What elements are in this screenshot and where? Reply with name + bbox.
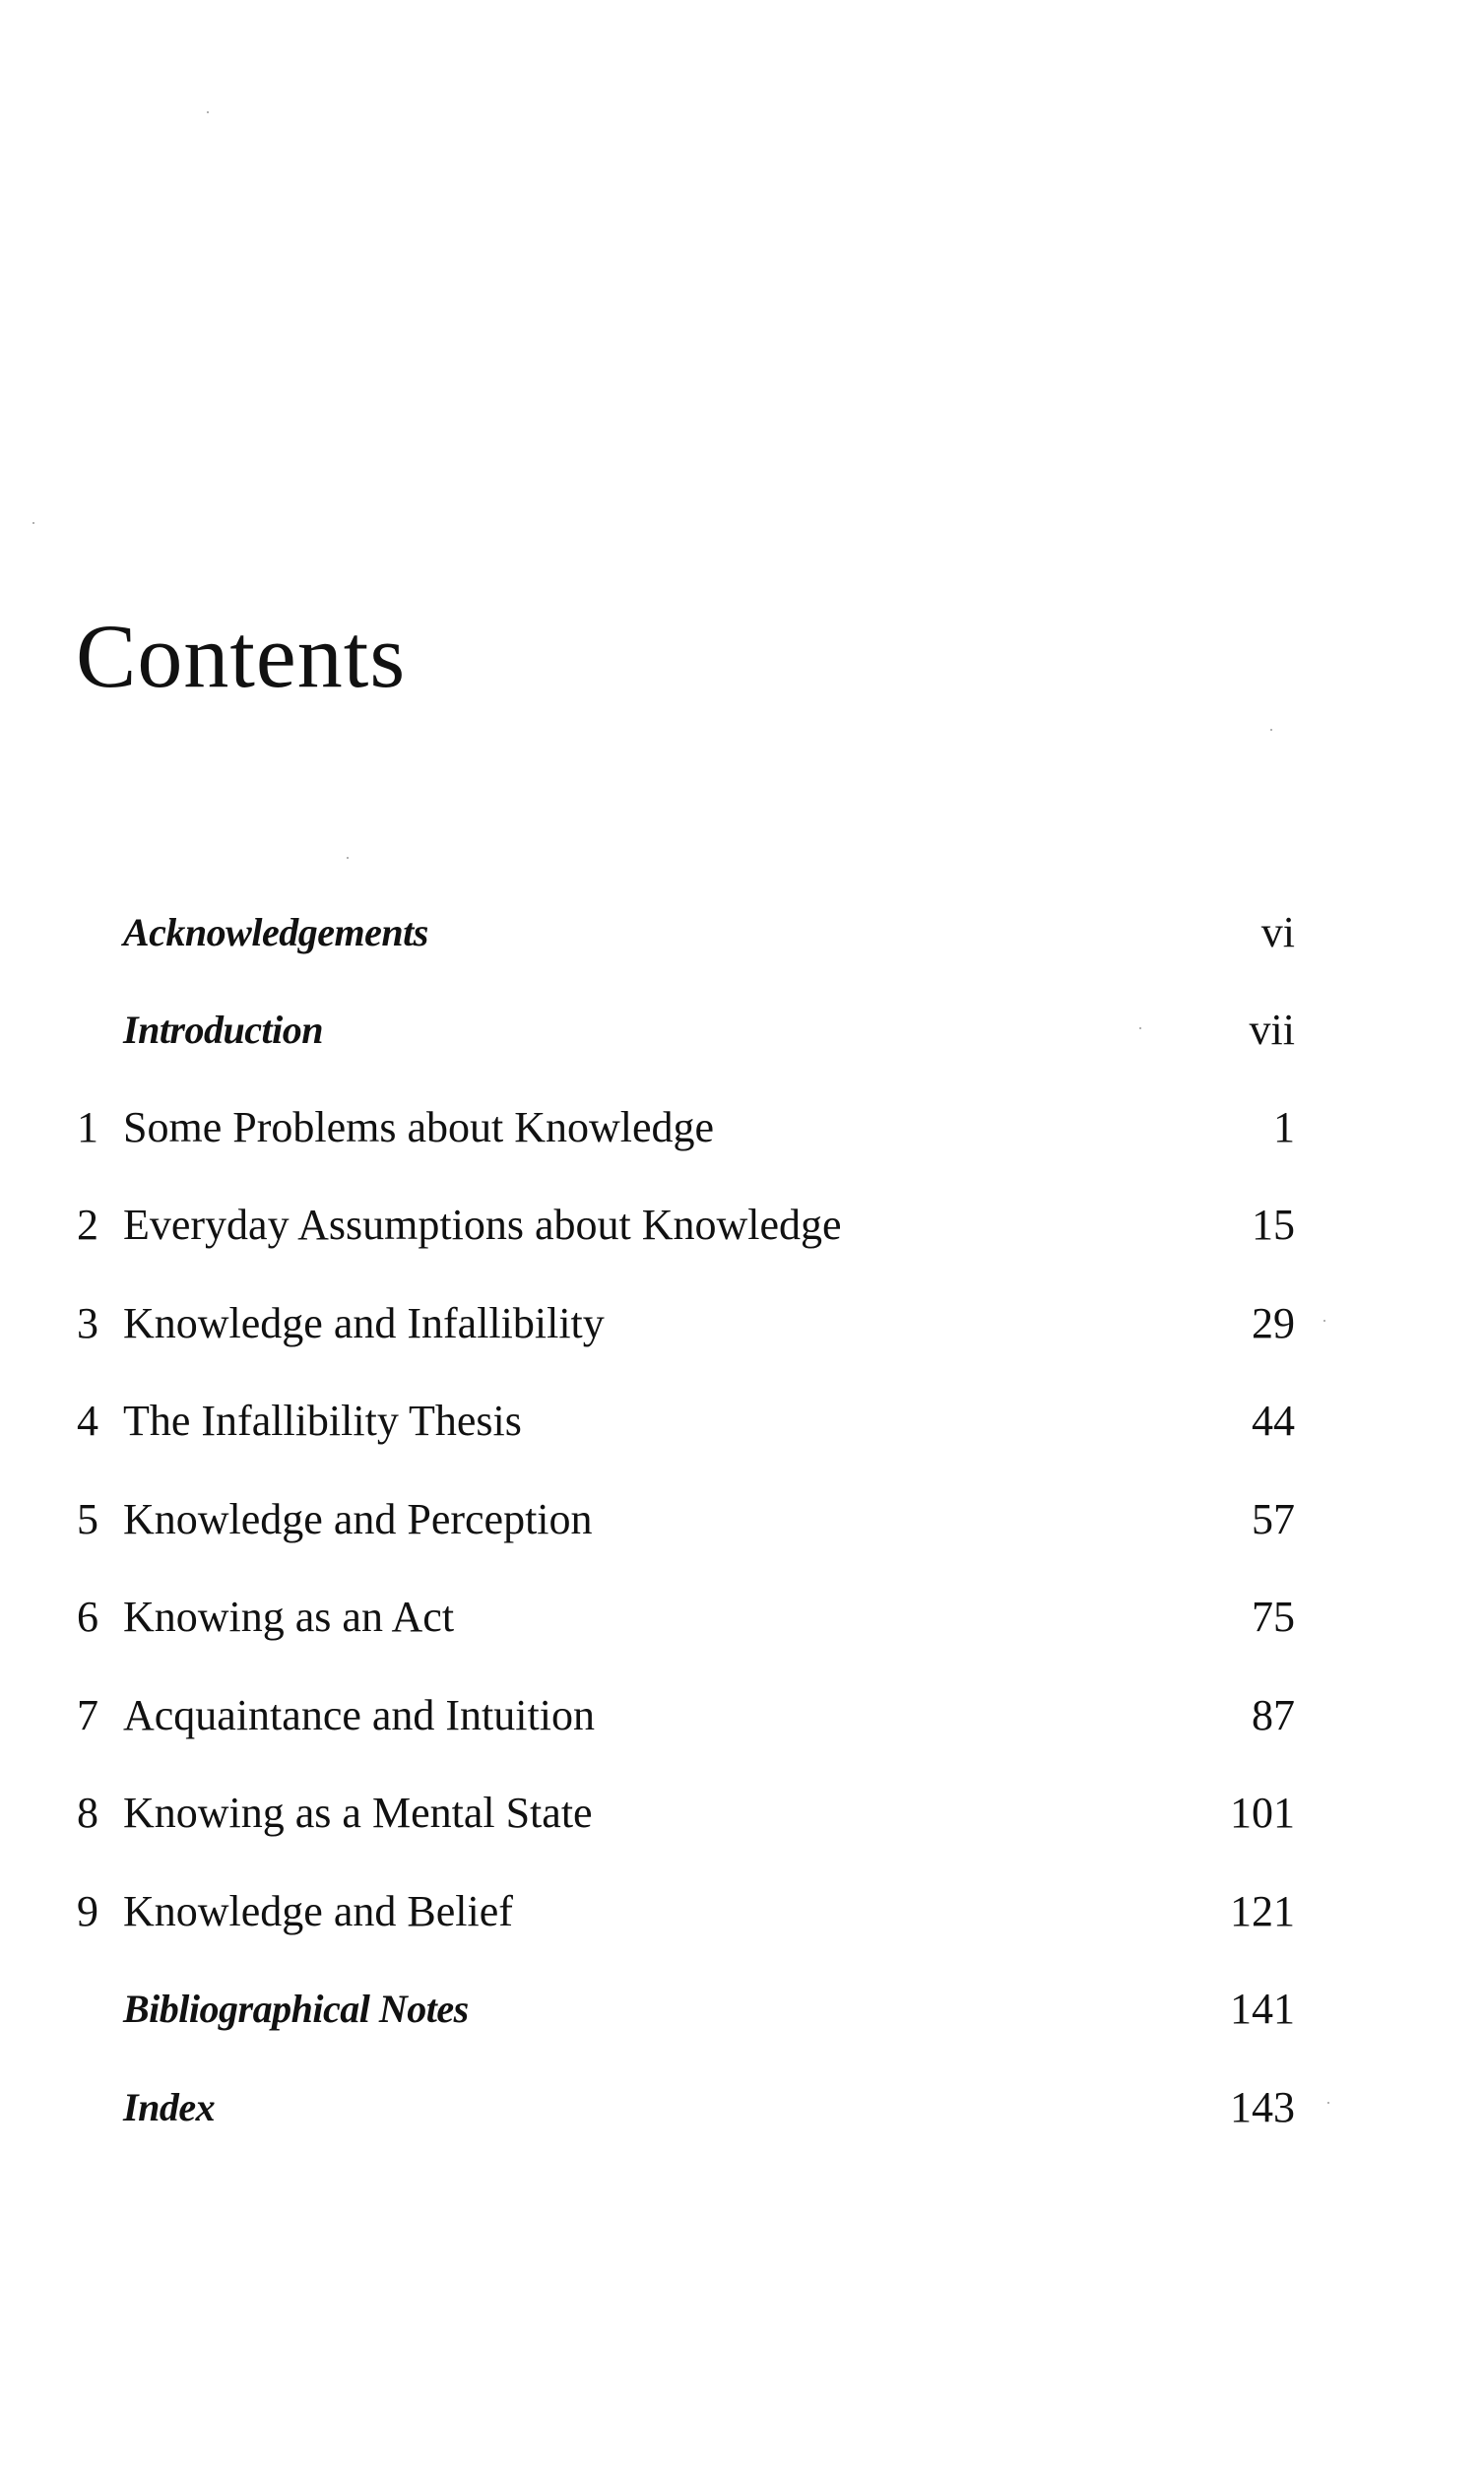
- toc-entry-page: vii: [1249, 1006, 1295, 1054]
- toc-entry-chapter-6[interactable]: [0, 1588, 1484, 1647]
- toc-entry-number: 3: [77, 1299, 98, 1347]
- toc-entry-title: Acquaintance and Intuition: [123, 1691, 595, 1739]
- toc-entry-number: 9: [77, 1887, 98, 1935]
- toc-entry-number: 6: [77, 1593, 98, 1641]
- toc-entry-title: Acknowledgements: [123, 910, 428, 954]
- toc-entry-page: 143: [1230, 2083, 1295, 2131]
- toc-entry-page: 121: [1230, 1887, 1295, 1935]
- toc-entry-page: 15: [1252, 1201, 1295, 1249]
- toc-entry-page: 87: [1252, 1691, 1295, 1739]
- toc-entry-title: Everyday Assumptions about Knowledge: [123, 1201, 842, 1249]
- toc-entry-title: Index: [123, 2085, 216, 2129]
- toc-entry-title: Knowing as an Act: [123, 1593, 455, 1641]
- toc-entry-page: 141: [1230, 1985, 1295, 2033]
- toc-entry-chapter-3[interactable]: [0, 1294, 1484, 1353]
- toc-entry-number: 2: [77, 1201, 98, 1249]
- toc-entry-introduction[interactable]: [0, 1001, 1484, 1060]
- toc-entry-bibliographical-notes[interactable]: [0, 1980, 1484, 2039]
- toc-entry-number: 7: [77, 1691, 98, 1739]
- toc-entry-number: 1: [77, 1103, 98, 1151]
- toc-entry-number: 5: [77, 1495, 98, 1543]
- toc-entry-title: Introduction: [123, 1008, 323, 1052]
- toc-entry-page: 101: [1230, 1789, 1295, 1837]
- toc-entry-acknowledgements[interactable]: [0, 903, 1484, 962]
- toc-entry-chapter-9[interactable]: [0, 1882, 1484, 1941]
- toc-entry-title: Knowing as a Mental State: [123, 1789, 593, 1837]
- toc-entry-page: vi: [1260, 908, 1295, 956]
- toc-entry-title: Knowledge and Infallibility: [123, 1299, 605, 1347]
- toc-entry-chapter-4[interactable]: [0, 1392, 1484, 1451]
- toc-entry-title: Knowledge and Perception: [123, 1495, 593, 1543]
- toc-entry-number: 8: [77, 1789, 98, 1837]
- page-title: Contents: [76, 606, 407, 706]
- toc-entry-page: 75: [1252, 1593, 1295, 1641]
- toc-entry-title: The Infallibility Thesis: [123, 1397, 522, 1445]
- toc-entry-title: Some Problems about Knowledge: [123, 1103, 715, 1151]
- toc-entry-chapter-5[interactable]: [0, 1490, 1484, 1549]
- toc-entry-title: Bibliographical Notes: [123, 1987, 469, 2031]
- toc-entry-chapter-2[interactable]: [0, 1196, 1484, 1255]
- toc-entry-chapter-8[interactable]: [0, 1784, 1484, 1843]
- toc-entry-chapter-7[interactable]: [0, 1686, 1484, 1745]
- toc-entry-page: 1: [1273, 1103, 1295, 1151]
- toc-entry-page: 57: [1252, 1495, 1295, 1543]
- toc-entry-chapter-1[interactable]: [0, 1098, 1484, 1157]
- toc-entry-index[interactable]: [0, 2078, 1484, 2137]
- toc-entry-page: 29: [1252, 1299, 1295, 1347]
- toc-entry-title: Knowledge and Belief: [123, 1887, 513, 1935]
- toc-entry-page: 44: [1252, 1397, 1295, 1445]
- toc-entry-number: 4: [77, 1397, 98, 1445]
